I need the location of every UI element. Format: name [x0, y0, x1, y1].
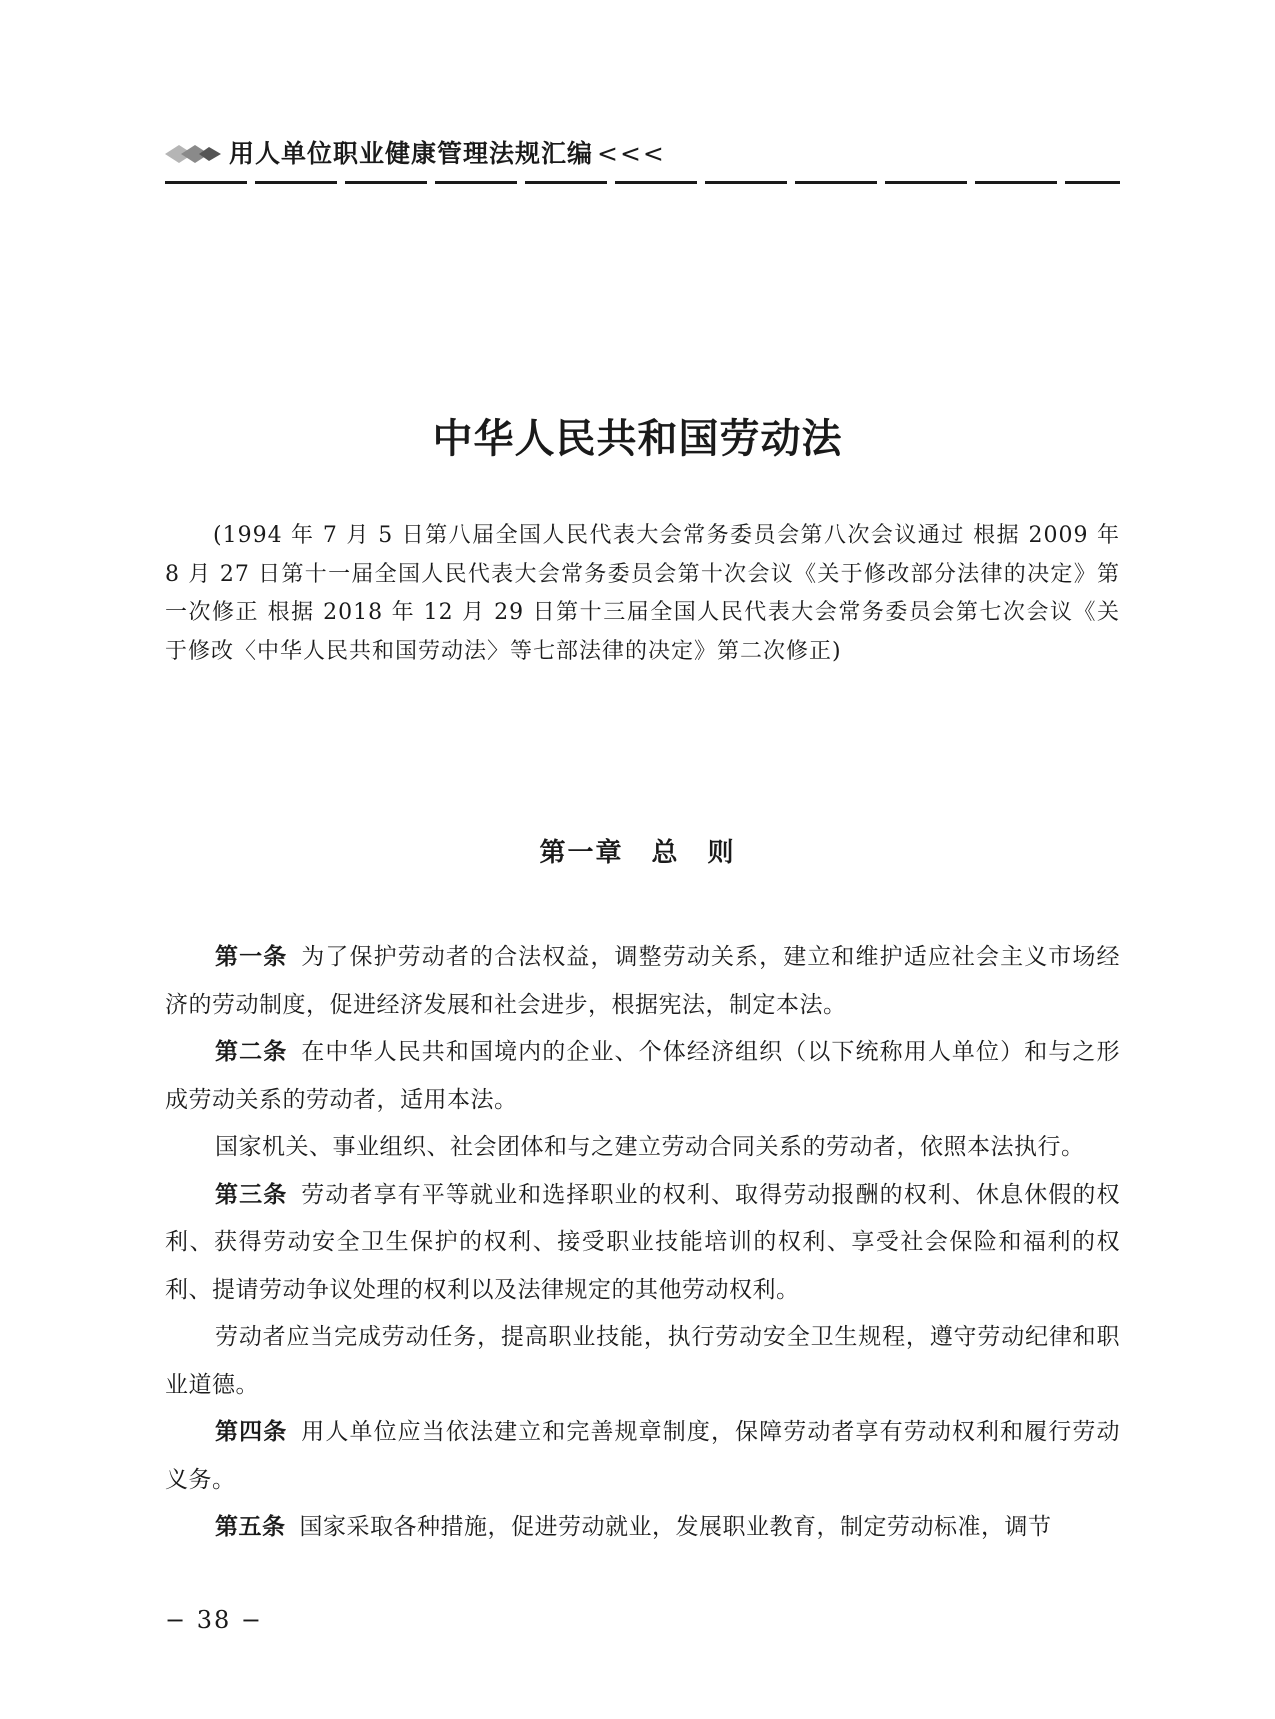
- article-paragraph: [165, 1409, 1120, 1504]
- header-title: [229, 138, 666, 170]
- header-chevrons: <<<: [597, 139, 666, 168]
- article-text: 在中华人民共和国境内的企业、个体经济组织（以下统称用人单位）和与之形成劳动关系的劳动者，适用本法。: [165, 1039, 1121, 1113]
- chapter-heading: 第一章 总 则: [539, 838, 736, 868]
- article-paragraph: [165, 1172, 1120, 1315]
- header-dashed-rule: [165, 181, 1120, 184]
- article-paragraph: [165, 1504, 1120, 1552]
- article-text: 国家机关、事业组织、社会团体和与之建立劳动合同关系的劳动者，依照本法执行。: [215, 1134, 1085, 1160]
- article-paragraph: [165, 1124, 1120, 1172]
- article-label: 第二条: [215, 1039, 288, 1065]
- article-text: 为了保护劳动者的合法权益，调整劳动关系，建立和维护适应社会主义市场经济的劳动制度，促进经济发展和社会进步，根据宪法，制定本法。: [165, 944, 1121, 1018]
- double-diamond-icon: [165, 142, 225, 166]
- article-label: 第四条: [215, 1419, 288, 1445]
- article-text: 劳动者应当完成劳动任务，提高职业技能，执行劳动安全卫生规程，遵守劳动纪律和职业道德。: [165, 1324, 1120, 1398]
- article-label: 第三条: [215, 1181, 288, 1208]
- article-label: 第一条: [215, 944, 288, 970]
- article-text: 用人单位应当依法建立和完善规章制度，保障劳动者享有劳动权利和履行劳动义务。: [165, 1419, 1121, 1493]
- article-paragraph: [165, 1314, 1120, 1409]
- article-text: 国家采取各种措施，促进劳动就业，发展职业教育，制定劳动标准，调节: [299, 1514, 1052, 1540]
- law-title: 中华人民共和国劳动法: [432, 416, 843, 462]
- page-number: − 38 −: [165, 1606, 264, 1634]
- header-title-text: 用人单位职业健康管理法规汇编: [229, 139, 594, 168]
- article-paragraph: [165, 934, 1120, 1029]
- body-text: [165, 934, 1120, 1552]
- running-header: [165, 138, 1120, 198]
- article-text: 劳动者享有平等就业和选择职业的权利、取得劳动报酬的权利、休息休假的权利、获得劳动安全卫生保护的权利、接受职业技能培训的权利、享受社会保险和福利的权利、提请劳动争议处理的权利以及法律规定的其他劳动权利。: [165, 1181, 1121, 1303]
- preamble-note: (1994 年 7 月 5 日第八届全国人民代表大会常务委员会第八次会议通过 根据 2009 年 8 月 27 日第十一届全国人民代表大会常务委员会第十次会议《关于修改部分法律的决定》第一次修正 根据 2018 年 12 月 29 日第十三届全国人民代表大会常务委员会第七次会议《关于修改〈中华人民共和国劳动法〉等七部法律的决定》第二次修正): [165, 523, 1120, 664]
- article-label: 第五条: [215, 1514, 286, 1540]
- article-paragraph: [165, 1029, 1120, 1124]
